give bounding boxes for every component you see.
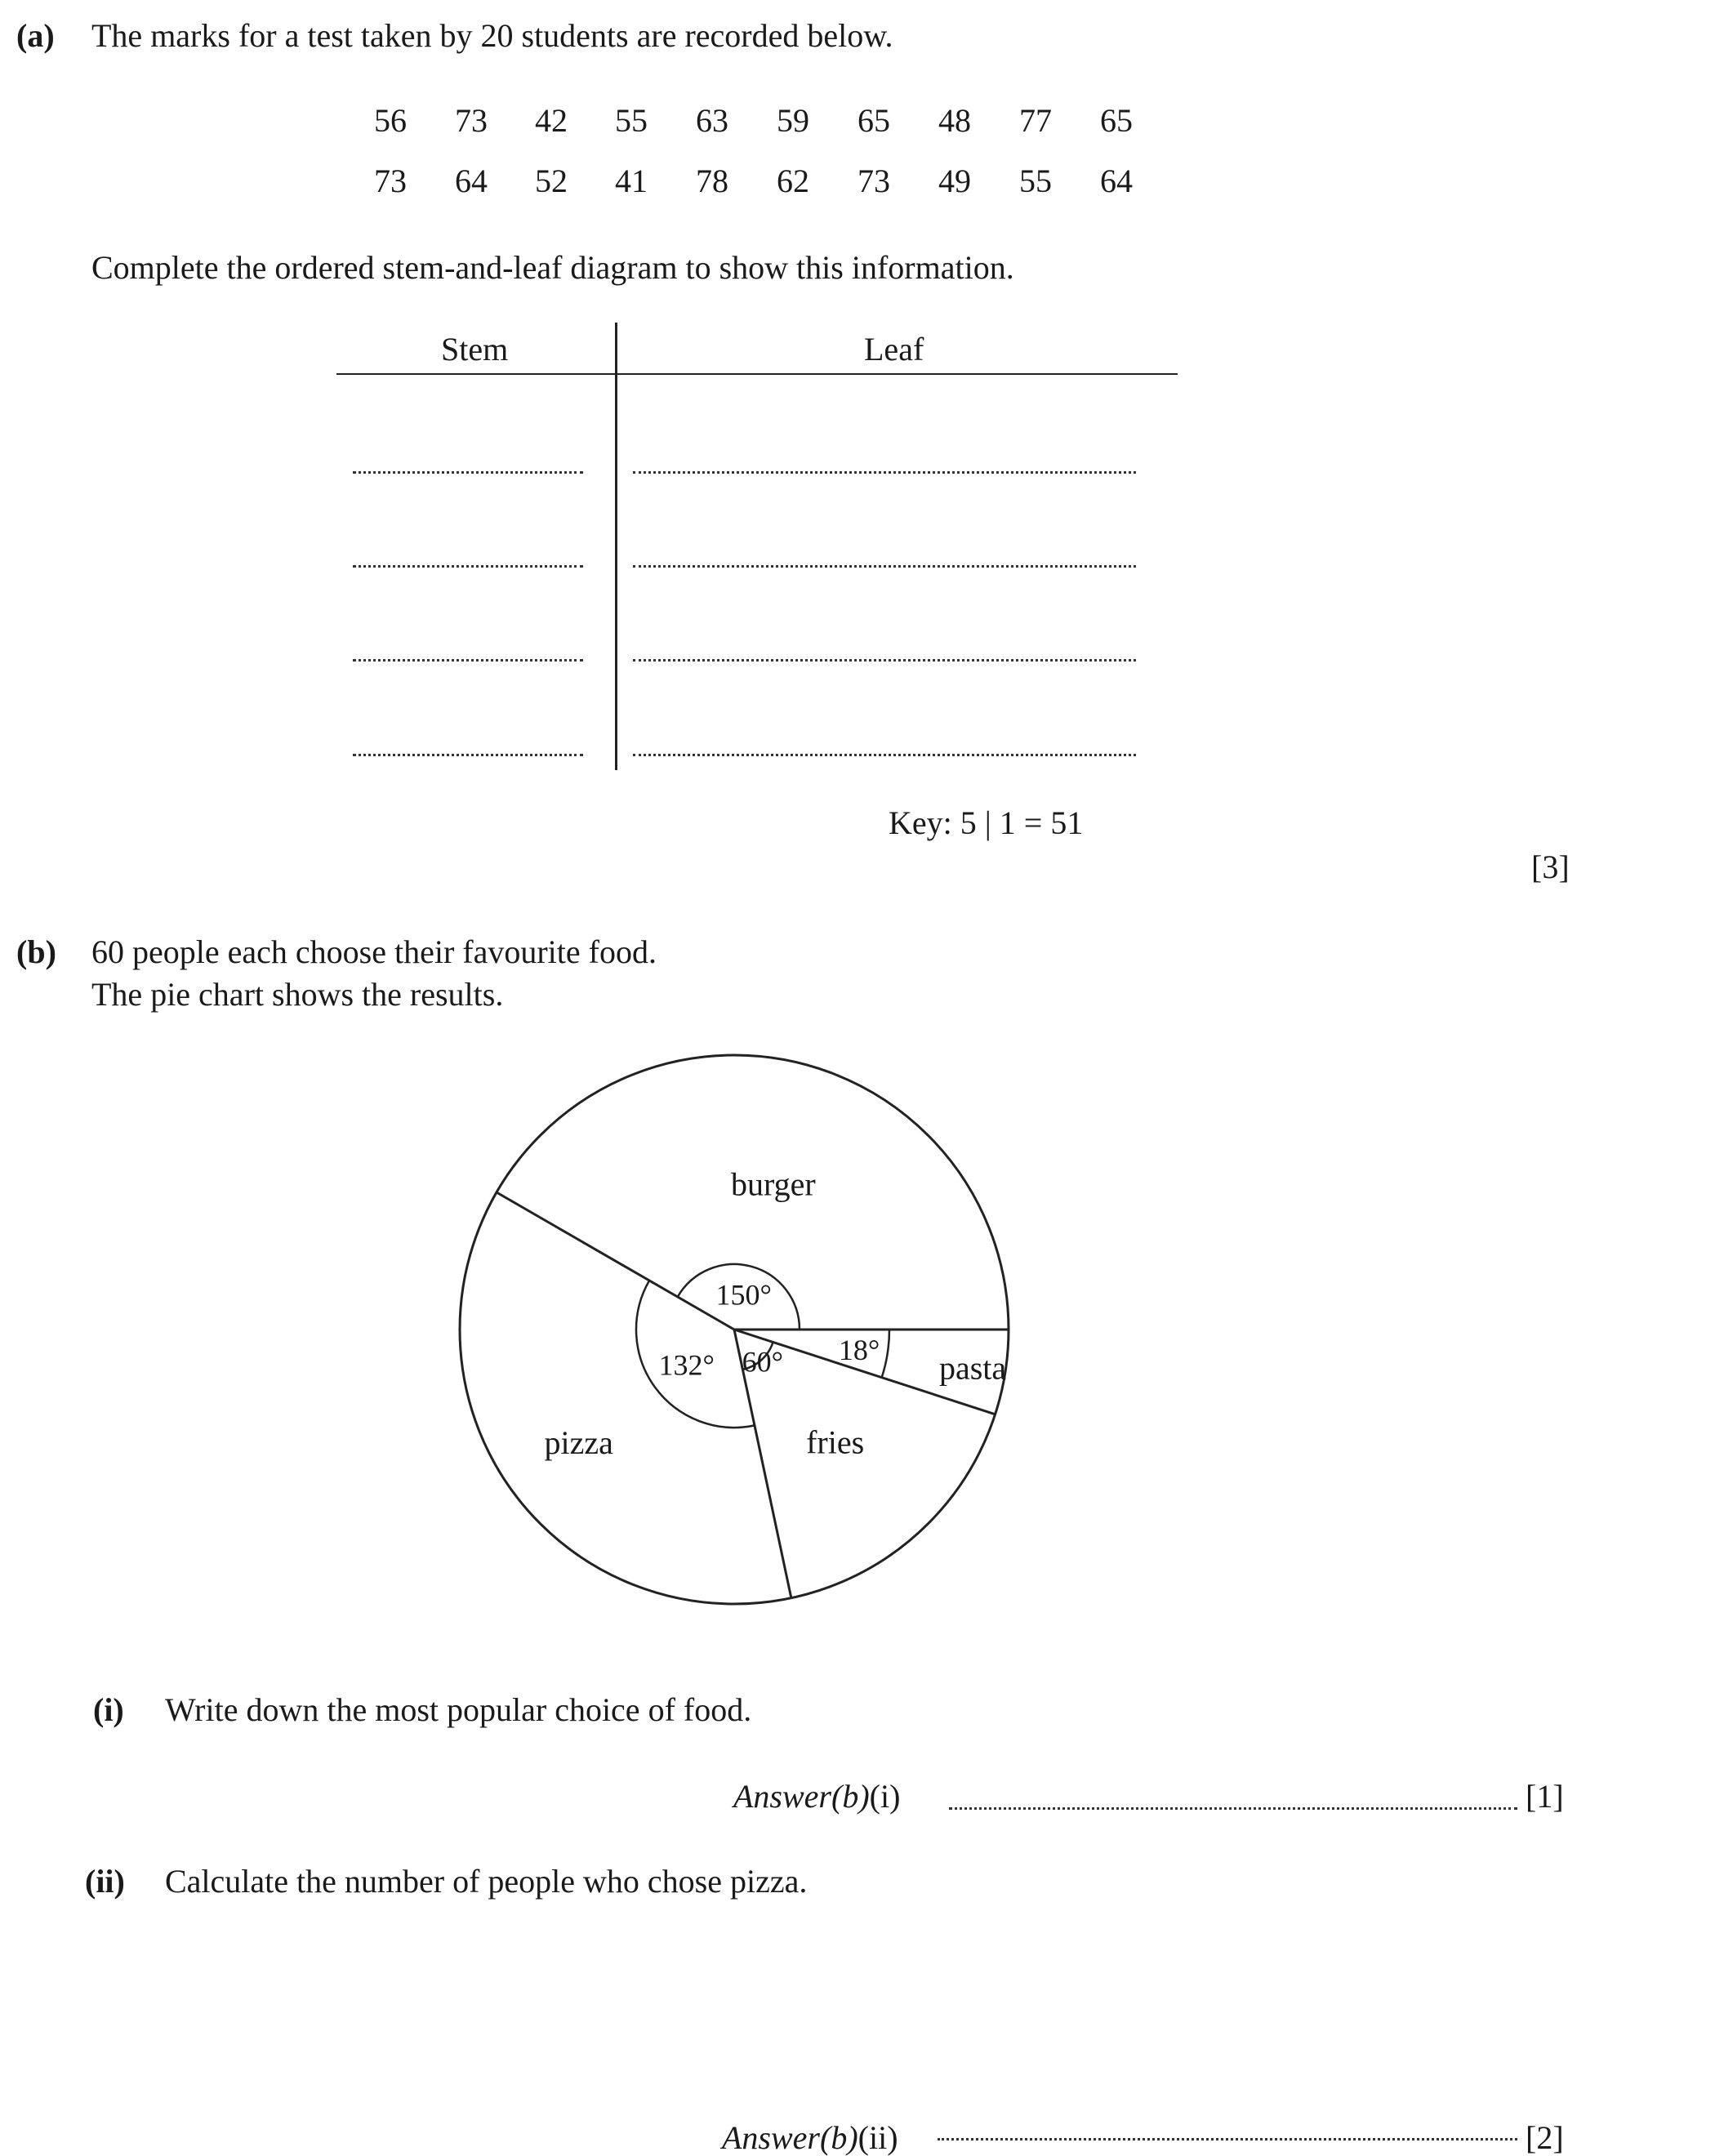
answer-label-roman: (ii) bbox=[858, 2119, 898, 2156]
stem-leaf-key: Key: 5 | 1 = 51 bbox=[889, 804, 1084, 841]
mark-value: 77 bbox=[1019, 102, 1052, 139]
mark-value: 48 bbox=[938, 102, 971, 139]
mark-value: 73 bbox=[858, 163, 890, 199]
q-b-i-label: (i) bbox=[93, 1691, 124, 1728]
mark-value: 41 bbox=[615, 163, 648, 199]
slice-label-pizza: pizza bbox=[544, 1424, 613, 1462]
leaf-header: Leaf bbox=[864, 331, 924, 368]
mark-value: 62 bbox=[777, 163, 809, 199]
answer-b-ii-label bbox=[722, 2119, 898, 2156]
angle-label-pizza: 132° bbox=[658, 1348, 715, 1382]
angle-label-pasta: 18° bbox=[838, 1334, 880, 1367]
answer-label-italic: Answer(b) bbox=[733, 1778, 870, 1815]
mark-value: 78 bbox=[696, 163, 728, 199]
part-a-intro: The marks for a test taken by 20 students are recorded below. bbox=[91, 17, 893, 54]
angle-label-burger: 150° bbox=[715, 1278, 772, 1312]
mark-value: 55 bbox=[615, 102, 648, 139]
q-b-ii-text: Calculate the number of people who chose pizza. bbox=[165, 1863, 808, 1900]
mark-value: 49 bbox=[938, 163, 971, 199]
mark-value: 52 bbox=[535, 163, 568, 199]
mark-value: 63 bbox=[696, 102, 728, 139]
part-a-marks: [3] bbox=[1531, 849, 1570, 885]
part-b-intro-2: The pie chart shows the results. bbox=[91, 976, 504, 1013]
pie-boundary-pizza bbox=[497, 1192, 734, 1330]
angle-label-fries: 60° bbox=[742, 1345, 783, 1379]
mark-value: 73 bbox=[455, 102, 488, 139]
part-b-label: (b) bbox=[16, 933, 56, 970]
stem-header: Stem bbox=[441, 331, 509, 368]
mark-value: 42 bbox=[535, 102, 568, 139]
mark-value: 59 bbox=[777, 102, 809, 139]
answer-label-italic: Answer(b) bbox=[722, 2119, 858, 2156]
mark-value: 55 bbox=[1019, 163, 1052, 199]
answer-b-i-label bbox=[733, 1780, 900, 1813]
mark-value: 64 bbox=[1100, 163, 1133, 199]
slice-label-fries: fries bbox=[806, 1423, 865, 1461]
mark-value: 65 bbox=[858, 102, 890, 139]
answer-b-i-line[interactable] bbox=[949, 1807, 1517, 1810]
answer-label-roman: (i) bbox=[869, 1778, 901, 1815]
q-b-ii-marks: [2] bbox=[1526, 2119, 1564, 2156]
slice-label-pasta: pasta bbox=[938, 1349, 1007, 1387]
answer-b-ii-line[interactable] bbox=[938, 2138, 1517, 2140]
mark-value: 73 bbox=[374, 163, 407, 199]
q-b-i-text: Write down the most popular choice of food. bbox=[165, 1691, 752, 1728]
part-a-label: (a) bbox=[16, 17, 55, 54]
part-a-instruction: Complete the ordered stem-and-leaf diagram to show this information. bbox=[91, 249, 1014, 286]
slice-label-burger: burger bbox=[730, 1165, 816, 1203]
mark-value: 56 bbox=[374, 102, 407, 139]
q-b-i-marks: [1] bbox=[1526, 1778, 1564, 1815]
part-b-intro-1: 60 people each choose their favourite food. bbox=[91, 933, 657, 970]
mark-value: 64 bbox=[455, 163, 488, 199]
q-b-ii-label: (ii) bbox=[85, 1863, 125, 1900]
mark-value: 65 bbox=[1100, 102, 1133, 139]
angle-arc-pasta bbox=[882, 1330, 889, 1378]
